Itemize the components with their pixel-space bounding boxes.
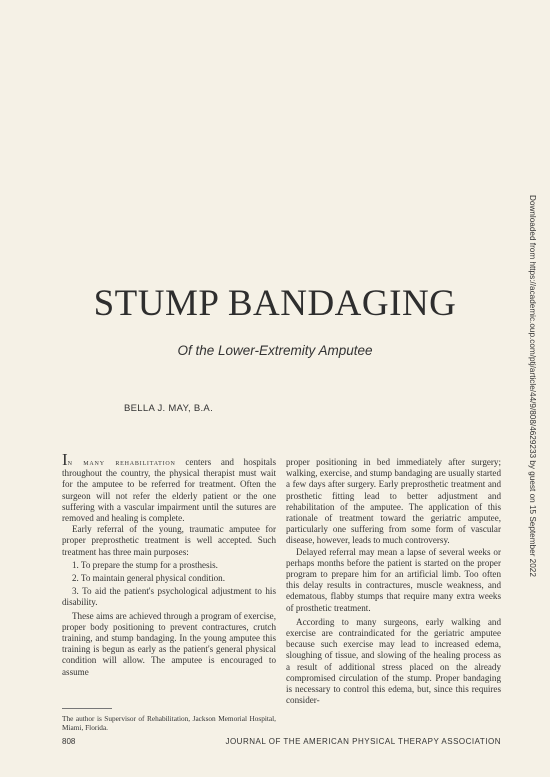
author-byline: BELLA J. MAY, B.A.: [124, 403, 214, 414]
page-number: 808: [62, 737, 76, 746]
purpose-item-3: 3. To aid the patient's psychological adjustment to his disability.: [62, 586, 276, 608]
article-subtitle: Of the Lower-Extremity Amputee: [177, 343, 373, 358]
paragraph: According to many surgeons, early walking and exercise are contraindicated for the geriatric amputee because such exercise may lead to increased edema, sloughing of tissue, and slowing of the healing process as a result of additional stress placed on the already compromised circulation of the stump. Proper bandaging is necessary to control this edema, but, since this requires consider-: [286, 616, 501, 706]
paragraph: Early referral of the young, traumatic amputee for proper preprosthetic treatment is well accepted. Such treatment has three main purposes:: [62, 524, 276, 557]
opening-text: centers and hospitals throughout the country, the physical therapist must wait for the amputee to be referred for treatment. Often the surgeon will not refer the elderly patient or the one suffering with a vascular impairment until the sutures are removed and healing is complete.: [62, 457, 276, 524]
right-column: [286, 457, 501, 706]
author-footnote: The author is Supervisor of Rehabilitation, Jackson Memorial Hospital, Miami, Florida.: [62, 714, 276, 732]
purpose-item-2: 2. To maintain general physical condition.: [72, 573, 225, 584]
article-title: STUMP BANDAGING: [93, 283, 457, 324]
opening-paragraph: [62, 450, 276, 524]
journal-name: JOURNAL OF THE AMERICAN PHYSICAL THERAPY ASSOCIATION: [225, 737, 501, 746]
download-watermark: Downloaded from https://academic.oup.com/ptj/article/44/9/808/4629233 by guest on 15 September 2022: [528, 195, 537, 577]
left-column: [62, 450, 276, 678]
paragraph: Delayed referral may mean a lapse of several weeks or perhaps months before the patient is started on the proper program to prepare him for an artificial limb. Too often this delay results in contractures, muscle weakness, and edematous, flabby stumps that require many extra weeks of prosthetic treatment.: [286, 546, 501, 613]
paragraph: These aims are achieved through a program of exercise, proper body positioning to prevent contractures, crutch training, and stump bandaging. In the young amputee this training is begun as early as the patient's general physical condition will allow. The amputee is encouraged to assume: [62, 610, 276, 677]
paragraph: proper positioning in bed immediately after surgery; walking, exercise, and stump bandaging are usually started a few days after surgery. Early preprosthetic treatment and prosthetic fitting lead to better adjustment and rehabilitation of the amputee. The application of this rationale of treatment toward the geriatric amputee, particularly one suffering from some form of vascular disease, however, leads to much controversy.: [286, 457, 501, 546]
purpose-item-1: 1. To prepare the stump for a prosthesis.: [72, 559, 218, 570]
opening-smallcaps: n many rehabilitation: [67, 457, 176, 467]
drop-cap: I: [62, 450, 68, 469]
footnote-divider: [62, 708, 112, 709]
